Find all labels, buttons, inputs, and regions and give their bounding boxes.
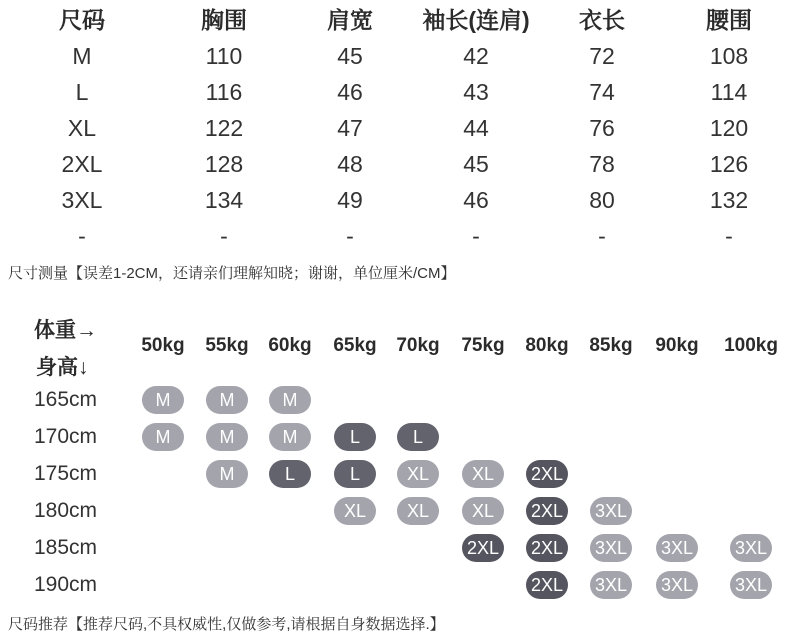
height-label: 175cm — [34, 462, 98, 485]
size-table-row — [0, 218, 790, 254]
weight-axis-label: 体重→ — [34, 319, 97, 342]
size-table-cell: 76 — [589, 115, 615, 141]
weight-label: 65kg — [333, 335, 377, 356]
size-table-header — [0, 2, 790, 38]
size-table-row — [0, 146, 790, 182]
size-pill: 3XL — [730, 534, 772, 562]
weight-label: 90kg — [655, 335, 699, 356]
size-table-cell: 128 — [204, 151, 244, 177]
size-pill: L — [334, 460, 376, 488]
size-table-cell: 116 — [205, 79, 243, 105]
size-table-cell: 122 — [204, 115, 244, 141]
size-pill: XL — [397, 497, 439, 525]
size-table-row — [0, 74, 790, 110]
weight-label: 85kg — [589, 335, 633, 356]
size-table-cell: 3XL — [61, 187, 103, 213]
size-table-cell: 46 — [463, 187, 489, 213]
size-pill: 3XL — [590, 497, 632, 525]
size-table-cell: 45 — [337, 43, 363, 69]
size-table-cell: 80 — [589, 187, 615, 213]
size-table-cell: 120 — [709, 115, 749, 141]
size-pill: L — [269, 460, 311, 488]
size-pill: XL — [334, 497, 376, 525]
size-table-cell: 126 — [709, 151, 749, 177]
size-pill: 3XL — [590, 534, 632, 562]
height-label: 190cm — [34, 573, 98, 596]
size-table-cell: 74 — [589, 79, 615, 105]
size-table-cell: - — [78, 223, 86, 249]
size-pill: M — [206, 423, 248, 451]
size-table-cell: - — [220, 223, 228, 249]
size-table-cell: XL — [67, 115, 97, 141]
weight-label: 70kg — [396, 335, 440, 356]
size-table-row — [0, 182, 790, 218]
measure-note: 尺寸测量【误差1-2CM，还请亲们理解知晓；谢谢，单位厘米/CM】 — [8, 265, 456, 282]
size-pill: 2XL — [526, 460, 568, 488]
weight-label: 75kg — [461, 335, 505, 356]
size-table-cell: L — [75, 79, 89, 105]
recommend-note: 尺码推荐【推荐尺码,不具权威性,仅做参考,请根据自身数据选择.】 — [8, 616, 445, 633]
size-table-cell: 44 — [463, 115, 489, 141]
size-pill: XL — [397, 460, 439, 488]
size-pill: 3XL — [656, 534, 698, 562]
size-table-cell: 42 — [463, 43, 489, 69]
size-table-cell: 47 — [337, 115, 363, 141]
size-table-cell: 108 — [709, 43, 749, 69]
size-table-cell: - — [725, 223, 733, 249]
size-table-cell: 腰围 — [706, 7, 752, 33]
size-table-cell: - — [472, 223, 480, 249]
size-table-cell: 49 — [337, 187, 363, 213]
size-pill: M — [142, 386, 184, 414]
weight-label: 50kg — [141, 335, 185, 356]
size-pill: M — [269, 423, 311, 451]
size-table-cell: 43 — [463, 79, 489, 105]
size-pill: 2XL — [526, 497, 568, 525]
size-table-cell: 2XL — [61, 151, 103, 177]
size-pill: L — [334, 423, 376, 451]
size-table-row — [0, 38, 790, 74]
weight-label: 80kg — [525, 335, 569, 356]
height-label: 165cm — [34, 388, 98, 411]
size-pill: M — [142, 423, 184, 451]
size-table-cell: 78 — [589, 151, 615, 177]
weight-label: 100kg — [724, 335, 778, 356]
size-table-cell: 132 — [709, 187, 749, 213]
size-pill: 3XL — [730, 571, 772, 599]
size-pill: 3XL — [656, 571, 698, 599]
size-table-cell: 114 — [710, 79, 748, 105]
size-table-row — [0, 110, 790, 146]
size-table-cell: 110 — [205, 43, 243, 69]
height-label: 185cm — [34, 536, 98, 559]
height-label: 180cm — [34, 499, 98, 522]
size-table-cell: 衣长 — [579, 7, 625, 33]
size-table-cell: 72 — [589, 43, 615, 69]
size-table-cell: 46 — [337, 79, 363, 105]
size-pill: 2XL — [526, 571, 568, 599]
size-table-cell: M — [72, 43, 92, 69]
weight-label: 55kg — [205, 335, 249, 356]
size-pill: M — [206, 460, 248, 488]
size-table-cell: 134 — [204, 187, 244, 213]
weight-label: 60kg — [268, 335, 312, 356]
size-pill: L — [397, 423, 439, 451]
size-table-cell: 45 — [463, 151, 489, 177]
size-pill: XL — [462, 460, 504, 488]
size-table-cell: - — [598, 223, 606, 249]
size-pill: 2XL — [526, 534, 568, 562]
height-label: 170cm — [34, 425, 98, 448]
size-pill: M — [269, 386, 311, 414]
size-table-cell: 袖长(连肩) — [422, 7, 530, 33]
size-pill: XL — [462, 497, 504, 525]
size-table-cell: 胸围 — [201, 7, 247, 33]
size-table-cell: 48 — [337, 151, 363, 177]
size-pill: 2XL — [462, 534, 504, 562]
height-axis-label: 身高↓ — [36, 356, 89, 379]
size-table-cell: 尺码 — [59, 7, 105, 33]
size-pill: M — [206, 386, 248, 414]
size-table-cell: - — [346, 223, 354, 249]
size-pill: 3XL — [590, 571, 632, 599]
size-table-cell: 肩宽 — [327, 7, 373, 33]
